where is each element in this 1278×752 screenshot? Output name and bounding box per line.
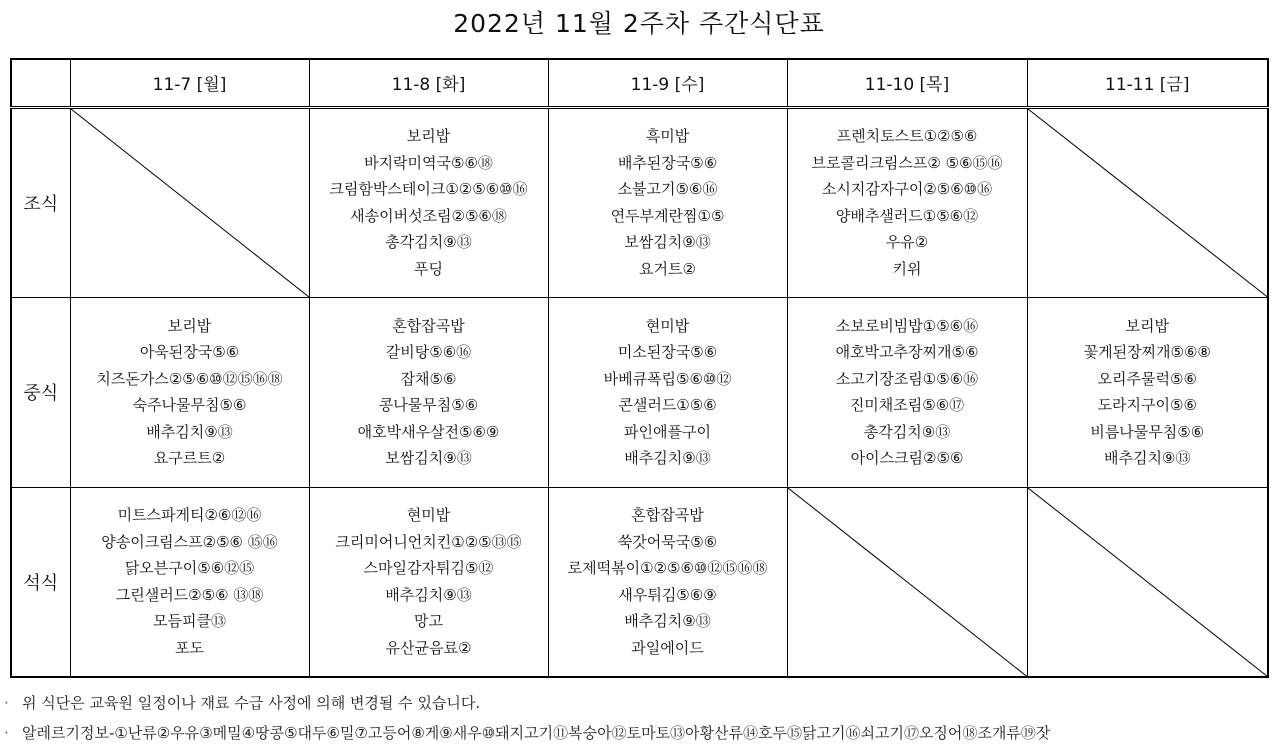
dish-item: 양송이크림스프②⑤⑥ ⑮⑯ [101,532,278,551]
day-header: 11-9 [수] [548,59,787,107]
dish-item: 요구르트② [153,449,226,467]
dish-item: 연두부계란찜①⑤ [610,206,725,225]
dish-item: 아이스크림②⑤⑥ [850,449,964,467]
dish-item: 새우튀김⑤⑥⑨ [618,585,717,604]
dish-item: 미소된장국⑤⑥ [617,343,718,361]
diagonal-slash [1028,488,1268,677]
menu-cell [548,297,787,487]
dish-item: 혼합잡곡밥 [631,506,704,525]
day-header: 11-10 [목] [787,59,1027,107]
weekly-menu-table [10,58,1269,678]
diagonal-slash [788,488,1027,677]
meal-label: 석식 [11,487,70,677]
dish-item: 모듬피클⑬ [153,612,226,631]
dish-item: 보쌈김치⑨⑬ [385,449,472,467]
dish-item: 콩나물무침⑤⑥ [378,396,479,414]
dish-item: 총각김치⑨⑬ [863,422,951,441]
day-header: 11-8 [화] [309,59,548,107]
dish-list [549,123,787,282]
dish-item: 배추김치⑨⑬ [146,422,233,441]
diagonal-slash [71,109,309,297]
bullet: · [4,724,9,742]
dish-item: 소보로비빔밥①⑤⑥⑯ [835,316,979,335]
dish-item: 새송이버섯조림②⑤⑥⑱ [350,206,507,225]
notice-text: 위 식단은 교육원 일정이나 재료 수급 사정에 의해 변경될 수 있습니다. [22,694,481,712]
dish-item: 도라지구이⑤⑥ [1097,396,1197,414]
notes [4,688,1274,748]
empty-menu-cell [1027,487,1268,677]
dish-item: 보리밥 [167,316,212,335]
dish-item: 바지락미역국⑤⑥⑱ [364,153,493,172]
dish-item: 포도 [175,638,204,657]
dish-item: 애호박고추장찌개⑤⑥ [835,343,979,361]
dish-item: 미트스파게티②⑥⑫⑯ [117,506,262,525]
dish-item: 닭오븐구이⑤⑥⑫⑮ [124,559,255,578]
dish-item: 망고 [414,612,443,631]
menu-cell [787,297,1027,487]
dish-list [71,502,309,661]
dish-item: 총각김치⑨⑬ [385,233,472,251]
dish-item: 소시지감자구이②⑤⑥⑩⑯ [821,180,993,198]
dish-item: 크리미어니언치킨①②⑤⑬⑮ [335,532,522,551]
dish-item: 잡채⑤⑥ [400,369,457,388]
dish-item: 양배추샐러드①⑤⑥⑫ [835,206,979,225]
dish-item: 보리밥 [406,127,451,145]
dish-item: 갈비탕⑤⑥⑯ [385,343,472,361]
dish-item: 흑미밥 [645,127,690,145]
meal-row [11,487,1268,677]
dish-list [788,123,1027,282]
dish-item: 프렌치토스트①②⑤⑥ [836,127,978,145]
dish-item: 쑥갓어묵국⑤⑥ [617,532,718,551]
dish-list [310,123,548,282]
dish-item: 배추김치⑨⑬ [624,449,711,467]
day-header: 11-11 [금] [1027,59,1268,107]
header-row [11,59,1268,107]
allergy-info-line [4,718,1274,748]
allergy-info-text: 알레르기정보-①난류②우유③메밀④땅콩⑤대두⑥밀⑦고등어⑧게⑨새우⑩돼지고기⑪복숭아⑫토마토⑬아황산류⑭호두⑮닭고기⑯쇠고기⑰오징어⑱조개류⑲잣 [22,724,1051,742]
dish-item: 바베큐폭립⑤⑥⑩⑫ [603,369,732,388]
notice-line [4,688,1274,718]
menu-cell [309,487,548,677]
menu-cell [548,487,787,677]
empty-menu-cell [787,487,1027,677]
dish-list [310,502,548,661]
empty-menu-cell [1027,107,1268,297]
dish-item: 현미밥 [645,316,690,335]
dish-item: 보쌈김치⑨⑬ [624,233,711,251]
diagonal-line [71,109,309,297]
dish-list [71,313,309,472]
diagonal-slash [1028,109,1268,297]
dish-list [549,313,787,472]
dish-list [1028,313,1268,472]
corner-cell [11,59,70,107]
diagonal-line [788,488,1027,677]
dish-item: 콘샐러드①⑤⑥ [618,396,717,414]
dish-item: 현미밥 [406,506,451,525]
page-title: 2022년 11월 2주차 주간식단표 [453,9,825,38]
dish-list [549,502,787,661]
meal-row [11,297,1268,487]
dish-item: 혼합잡곡밥 [392,316,465,335]
dish-list [788,313,1027,472]
dish-item: 크림함박스테이크①②⑤⑥⑩⑯ [329,180,528,198]
dish-item: 과일에이드 [631,638,704,657]
menu-cell [548,107,787,297]
dish-item: 배추김치⑨⑬ [1104,449,1191,467]
dish-item: 스마일감자튀김⑤⑫ [363,559,494,578]
empty-menu-cell [70,107,309,297]
dish-item: 비름나물무침⑤⑥ [1090,422,1205,441]
dish-item: 오리주물럭⑤⑥ [1097,369,1197,388]
menu-cell [309,297,548,487]
menu-cell [787,107,1027,297]
dish-item: 로제떡볶이①②⑤⑥⑩⑫⑮⑯⑱ [567,559,768,578]
dish-item: 푸딩 [414,259,443,278]
meal-label: 조식 [11,107,70,297]
menu-cell [70,297,309,487]
dish-item: 유산균음료② [385,638,472,657]
dish-item: 요거트② [639,259,696,278]
dish-item: 우유② [885,233,929,251]
meal-row [11,107,1268,297]
dish-item: 키위 [892,259,922,278]
dish-item: 숙주나물무침⑤⑥ [132,396,247,414]
diagonal-line [1028,109,1268,297]
dish-item: 배추김치⑨⑬ [385,585,472,604]
dish-item: 그린샐러드②⑤⑥ ⑬⑱ [115,585,264,604]
bullet: · [4,694,9,712]
dish-item: 꽃게된장찌개⑤⑥⑧ [1083,343,1211,361]
dish-item: 치즈돈가스②⑤⑥⑩⑫⑮⑯⑱ [96,369,283,388]
dish-item: 배추된장국⑤⑥ [617,153,718,172]
dish-item: 배추김치⑨⑬ [624,612,711,631]
menu-cell [70,487,309,677]
dish-item: 보리밥 [1125,316,1169,335]
diagonal-line [1028,488,1268,677]
dish-item: 브로콜리크림스프② ⑤⑥⑮⑯ [811,153,1003,172]
dish-list [310,313,548,472]
dish-item: 진미채조림⑤⑥⑰ [849,396,965,414]
dish-item: 소고기장조림①⑤⑥⑯ [835,369,979,388]
menu-cell [309,107,548,297]
menu-cell [1027,297,1268,487]
dish-item: 아욱된장국⑤⑥ [139,343,240,361]
dish-item: 소불고기⑤⑥⑯ [617,180,718,198]
dish-item: 파인애플구이 [624,422,711,441]
dish-item: 애호박새우살전⑤⑥⑨ [357,422,500,441]
meal-label: 중식 [11,297,70,487]
day-header: 11-7 [월] [70,59,309,107]
